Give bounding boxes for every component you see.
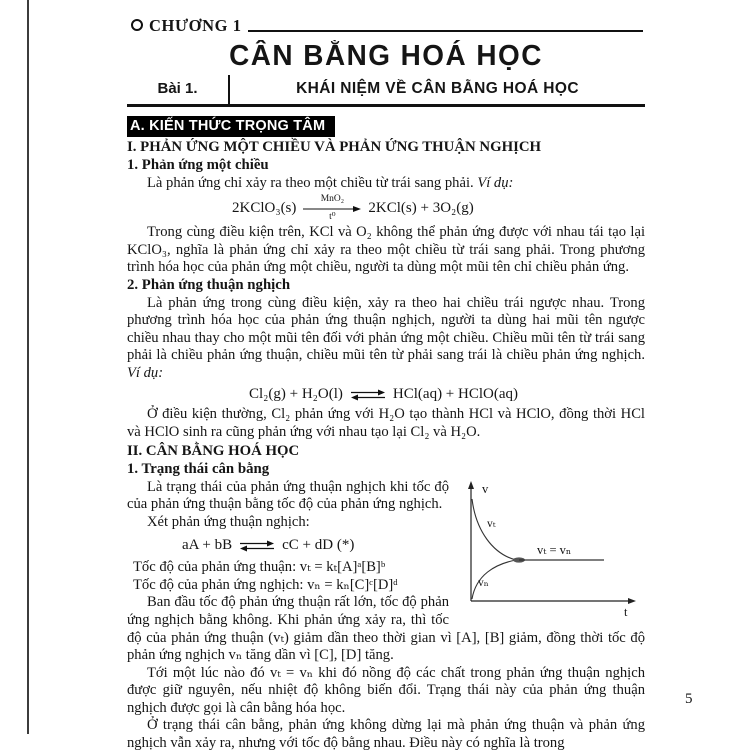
y-axis-label: v xyxy=(482,481,489,496)
x-axis-label: t xyxy=(624,604,628,619)
paragraph-rates-over-time: Ban đầu tốc độ phản ứng thuận rất lớn, tốc độ phản ứng nghịch bằng không. Khi phản ứng xảy ra, thì tốc độ của phản ứng thuận (vₜ) giảm dần theo thời gian vì [A], [B] giảm, đồng thời tốc độ phản ứng nghịch vₙ tăng dần vì [C], [D] tăng. xyxy=(127,594,645,664)
equilibrium-arrows-icon xyxy=(350,389,386,401)
paragraph-equilibrium-reached: Tới một lúc nào đó vₜ = vₙ khi đó nồng độ các chất trong phản ứng thuận nghịch được giữ nguyên, nếu nhiệt độ không biến đổi. Trạng thái này của phản ứng thuận nghịch được gọi là cân bằng hóa học. xyxy=(127,664,645,716)
x-axis-arrow-icon xyxy=(628,598,636,604)
reversible-text: Là phản ứng trong cùng điều kiện, xảy ra theo hai chiều trái ngược nhau. Trong phương trình hóa học của phản ứng thuận nghịch, người ta dùng hai mũi tên ngược chiều nhau thay cho một mũi tên đối với phản ứng một chiều. Chiều mũi tên từ trái sang phải là chiều phản ứng thuận, chiều mũi tên từ phải sang trái là chiều phản ứng nghịch. xyxy=(127,294,645,364)
rate-reverse-line: Tốc độ của phản ứng nghịch: vₙ = kₙ[C]ᶜ[D]ᵈ xyxy=(133,576,398,593)
lesson-number: Bài 1. xyxy=(157,80,198,98)
heading-part1-sub1: 1. Phản ứng một chiều xyxy=(127,156,269,173)
chapter-header xyxy=(127,13,645,34)
page-content xyxy=(127,13,645,753)
rate-time-graph xyxy=(457,479,645,619)
reverse-curve-label: vₙ xyxy=(478,576,489,589)
equation-general xyxy=(182,536,449,555)
equation-left: aA + bB xyxy=(182,537,233,554)
example-label: Ví dụ: xyxy=(127,364,164,381)
lesson-bar xyxy=(127,75,645,107)
equilibrium-arrows-icon xyxy=(239,540,275,552)
heading-part2: II. CÂN BẰNG HOÁ HỌC xyxy=(127,443,300,460)
paragraph-one-way-intro xyxy=(127,175,645,193)
paragraph-equilibrium-definition: Là trạng thái của phản ứng thuận nghịch khi tốc độ của phản ứng thuận bằng tốc độ của phản ứng nghịch. xyxy=(127,478,449,513)
paragraph-consider-reaction: Xét phản ứng thuận nghịch: xyxy=(147,513,310,530)
equation-right: 2KCl(s) + 3O₂(g) xyxy=(368,200,474,217)
chapter-label: CHƯƠNG 1 xyxy=(149,15,242,35)
page-number: 5 xyxy=(685,691,693,707)
section-a-heading: A. KIẾN THỨC TRỌNG TÂM xyxy=(127,116,335,137)
intro-text: Là phản ứng chỉ xảy ra theo một chiều từ trái sang phải. xyxy=(147,174,474,191)
chapter-rule xyxy=(248,30,643,32)
reaction-arrow xyxy=(303,195,361,222)
heading-part1-sub2: 2. Phản ứng thuận nghịch xyxy=(127,276,291,293)
paragraph-cl2-explanation: Ở điều kiện thường, Cl₂ phản ứng với H₂O tạo thành HCl và HClO, đồng thời HCl và HClO sinh ra cũng phản ứng với nhau tạo lại Cl₂ và H₂O. xyxy=(127,406,645,440)
paragraph-dynamic-equilibrium: Ở trạng thái cân bằng, phản ứng không dừng lại mà phản ứng thuận và phản ứng nghịch vẫn xảy ra, nhưng với tốc độ bằng nhau. Điều này có nghĩa là trong xyxy=(127,717,645,752)
heading-part2-sub1: 1. Trạng thái cân bằng xyxy=(127,461,270,477)
equation-right: cC + dD (*) xyxy=(282,537,355,554)
heading-part1: I. PHẢN ỨNG MỘT CHIỀU VÀ PHẢN ỨNG THUẬN NGHỊCH xyxy=(127,139,542,156)
y-axis-arrow-icon xyxy=(468,481,474,489)
page-edge-line xyxy=(27,0,29,734)
forward-curve-label: vₜ xyxy=(487,517,496,530)
equilibrium-label: vₜ = vₙ xyxy=(537,542,572,557)
equation-cl2-h2o xyxy=(249,385,645,404)
paragraph-reversible xyxy=(127,295,645,383)
paragraph-one-way: Trong cùng điều kiện trên, KCl và O₂ không thể phản ứng được với nhau tái tạo lại KClO₃, nghĩa là phản ứng chỉ xảy ra theo một chiều từ trái sang phải. Trong phương trình hóa học của phản ứng một chiều, người ta dùng một mũi tên chỉ chiều phản ứng. xyxy=(127,224,645,276)
page-title: CÂN BẰNG HOÁ HỌC xyxy=(229,40,543,72)
equation-left: 2KClO₃(s) xyxy=(232,200,297,217)
lesson-title: KHÁI NIỆM VỀ CÂN BẰNG HOÁ HỌC xyxy=(296,80,579,98)
chapter-bullet-icon xyxy=(131,19,143,31)
equation-kclo3 xyxy=(232,195,645,222)
catalyst-label: MnO₂ xyxy=(320,194,345,205)
temperature-label: t⁰ xyxy=(329,211,336,222)
rate-forward-line: Tốc độ của phản ứng thuận: vₜ = kₜ[A]ᵃ[B]ᵇ xyxy=(133,559,386,576)
equation-left: Cl₂(g) + H₂O(l) xyxy=(249,386,343,403)
example-label: Ví dụ: xyxy=(477,174,514,191)
equation-right: HCl(aq) + HClO(aq) xyxy=(392,386,519,403)
